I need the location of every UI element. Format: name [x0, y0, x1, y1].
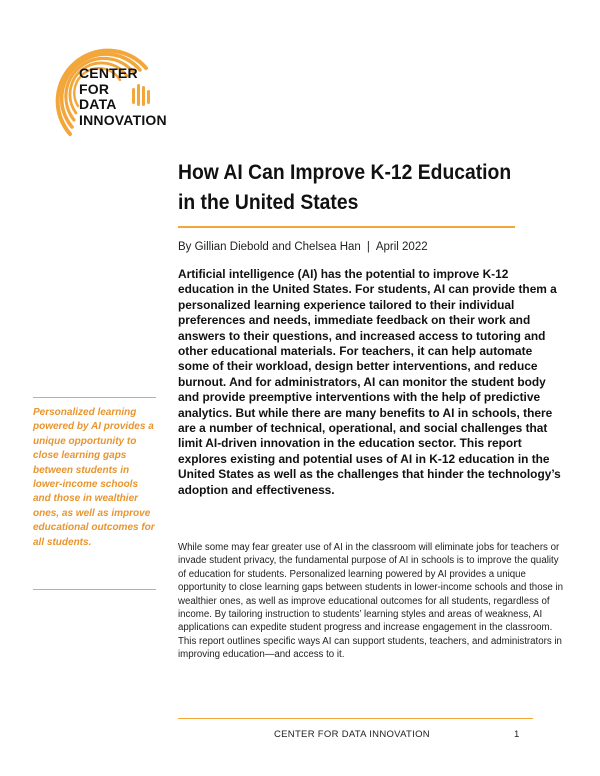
logo-wordmark [79, 66, 167, 128]
intro-paragraph: While some may fear greater use of AI in the classroom will eliminate jobs for teachers or invade student privacy, the fundamental purpose of AI in schools is to improve the quality of education for students. Personalized learning powered by AI provides a unique opportunity to close learning gaps between students in lower-income schools and those in wealthier ones, as well as improve educational outcomes for all students, regardless of income. By tailoring instruction to students’ learning styles and areas of weakness, AI applications can expedite student progress and increase engagement in the classroom. This report outlines specific ways AI can support students, teachers, and administrators in improving education—and access to it. [178, 542, 564, 661]
byline-date: April 2022 [375, 241, 428, 253]
pull-quote-top-rule [33, 397, 156, 398]
logo-line-innovation: INNOVATION [79, 111, 167, 128]
pull-quote: Personalized learning powered by AI provides a unique opportunity to close learning gaps between students in lower-income schools and those in wealthier ones, as well as improve educational outcomes for all students. [33, 407, 155, 548]
abstract-paragraph: Artificial intelligence (AI) has the potential to improve K-12 education in the United States. For students, AI can provide them a personalized learning experience tailored to their individual preferences and needs, immediate feedback on their work and answers to their questions, and increased access to tutoring and other educational materials. For teachers, it can help automate some of their workload, design better interventions, and reduce burnout. And for administrators, AI can monitor the student body and provide preemptive interventions with the help of predictive analytics. But while there are many benefits to AI in schools, there are a number of technical, operational, and social challenges that limit AI-driven innovation in the education sector. This report explores existing and potential uses of AI in K-12 education in the United States as well as the challenges that hinder the technology’s adoption and effectiveness. [178, 267, 561, 497]
report-title: How AI Can Improve K-12 Education in the United States [178, 161, 512, 214]
byline [178, 241, 428, 253]
logo-line-data: DATA [79, 96, 117, 112]
page-number: 1 [514, 729, 520, 740]
byline-separator: | [366, 241, 370, 253]
logo-line-center: CENTER [79, 65, 138, 81]
byline-authors: By Gillian Diebold and Chelsea Han [178, 241, 361, 253]
logo-line-for: FOR [79, 80, 110, 97]
footer-org-name: CENTER FOR DATA INNOVATION [274, 729, 430, 740]
title-divider [178, 226, 515, 228]
footer-divider [178, 718, 533, 719]
pull-quote-bottom-rule [33, 589, 156, 590]
